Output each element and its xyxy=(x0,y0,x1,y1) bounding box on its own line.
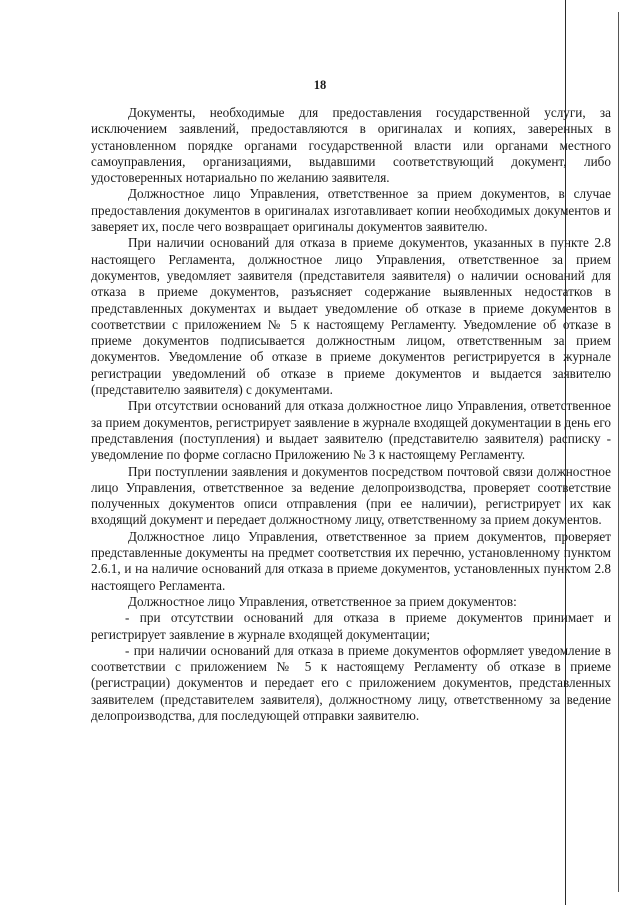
paragraph-7: Должностное лицо Управления, ответственное за прием документов: xyxy=(128,593,517,609)
paragraph-4: При отсутствии оснований для отказа должностное лицо Управления, ответственное за прием документов, регистрирует заявление в журнале входящей документации в день его представления (поступления) и выдает заявителю (представителю заявителя) расписку - уведомление по форме согласно Приложению № 3 к настоящему Регламенту. xyxy=(91,398,611,463)
document-body xyxy=(91,105,611,724)
page-number: 18 xyxy=(313,78,327,92)
list-item-1: - при отсутствии оснований для отказа в приеме документов принимает и регистрирует заявление в журнале входящей документации; xyxy=(91,610,611,642)
list-item-2: - при наличии оснований для отказа в приеме документов оформляет уведомление в соответствии с приложением № 5 к настоящему Регламенту об отказе в приеме (регистрации) документов и передает его с приложением документов, представленных заявителем (представителем заявителя), должностному лицу, ответственному за ведение делопроизводства, для последующей отправки заявителю. xyxy=(91,642,611,723)
paragraph-3: При наличии оснований для отказа в приеме документов, указанных в пункте 2.8 настоящего Регламента, должностное лицо Управления, ответственное за прием документов, уведомляет заявителя (представителя заявителя) о наличии оснований для отказа в приеме документов, разъясняет содержание выявленных недостатков в представленных документах и выдает уведомление об отказе в приеме документов в соответствии с приложением № 5 к настоящему Регламенту. Уведомление об отказе в приеме документов подписывается должностным лицом, ответственным за прием документов. Уведомление об отказе в приеме документов регистрируется в журнале регистрации уведомлений об отказе в приеме документов и выдается заявителю (представителю заявителя) с документами. xyxy=(91,235,611,398)
paragraph-6: Должностное лицо Управления, ответственное за прием документов, проверяет представленные документы на предмет соответствия их перечню, установленному пунктом 2.6.1, и на наличие оснований для отказа в приеме документов, установленных пунктом 2.8 настоящего Регламента. xyxy=(91,528,611,593)
paragraph-5: При поступлении заявления и документов посредством почтовой связи должностное лицо Управления, ответственное за ведение делопроизводства, проверяет соответствие полученных документов описи отправления (при ее наличии), регистрирует их как входящий документ и передает должностному лицу, ответственному за прием документов. xyxy=(91,463,611,528)
paragraph-1: Документы, необходимые для предоставления государственной услуги, за исключением заявлений, предоставляются в оригиналах и копиях, заверенных в установленном порядке органами государственной власти или органами местного самоуправления, организациями, выдавшими соответствующий документ, либо удостоверенных нотариально по желанию заявителя. xyxy=(91,105,611,186)
paragraph-2: Должностное лицо Управления, ответственное за прием документов, в случае предоставления документов в оригиналах изготавливает копии необходимых документов и заверяет их, после чего возвращает оригиналы документов заявителю. xyxy=(91,186,611,235)
scan-edge-line-right xyxy=(618,12,619,892)
